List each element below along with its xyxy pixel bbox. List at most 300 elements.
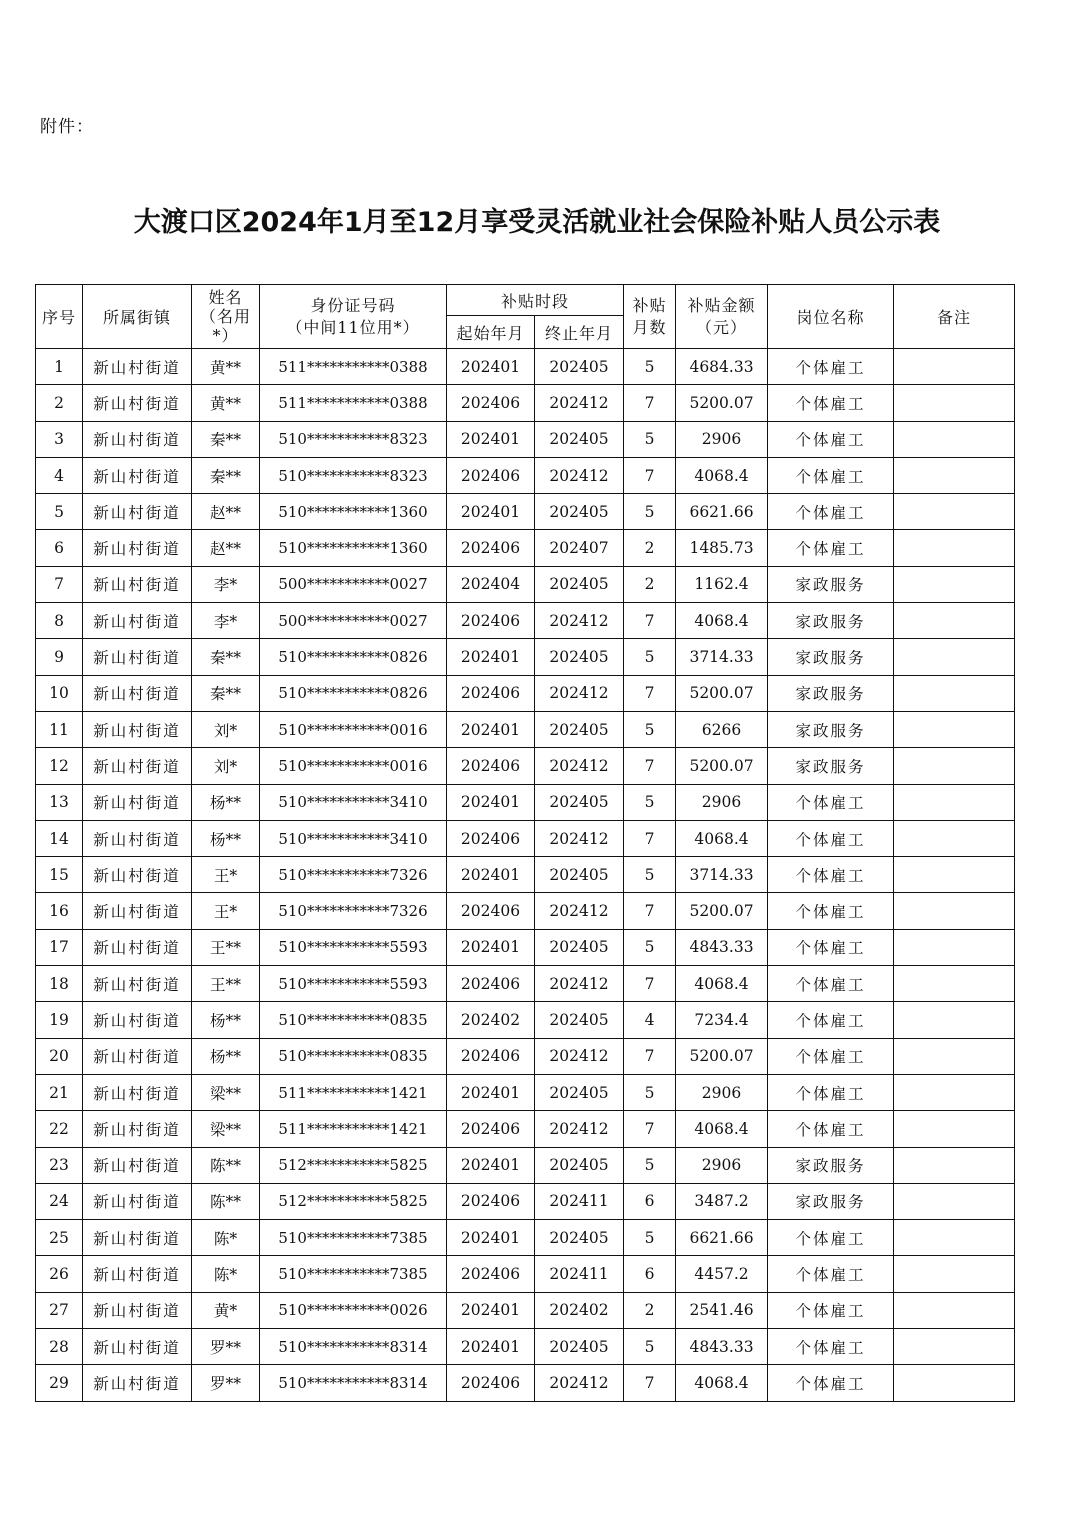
cell-remark <box>894 639 1015 675</box>
cell-amount: 2906 <box>676 784 768 820</box>
cell-post: 个体雇工 <box>768 1292 894 1328</box>
cell-end-month: 202405 <box>535 421 624 457</box>
cell-post: 个体雇工 <box>768 385 894 421</box>
cell-name: 陈** <box>192 1147 260 1183</box>
cell-remark <box>894 1183 1015 1219</box>
table-row <box>36 675 1015 711</box>
table-row <box>36 457 1015 493</box>
cell-start-month: 202401 <box>447 857 535 893</box>
cell-months: 7 <box>624 1111 676 1147</box>
cell-remark <box>894 857 1015 893</box>
cell-remark <box>894 1256 1015 1292</box>
cell-amount: 5200.07 <box>676 1038 768 1074</box>
cell-name: 秦** <box>192 457 260 493</box>
table-body <box>36 349 1015 1402</box>
cell-months: 5 <box>624 711 676 747</box>
cell-post: 个体雇工 <box>768 784 894 820</box>
cell-id-number: 510***********0826 <box>260 675 447 711</box>
cell-post: 个体雇工 <box>768 966 894 1002</box>
header-id <box>260 285 447 349</box>
cell-index: 1 <box>36 349 83 385</box>
cell-index: 27 <box>36 1292 83 1328</box>
cell-start-month: 202406 <box>447 530 535 566</box>
cell-name: 梁** <box>192 1111 260 1147</box>
cell-amount: 4843.33 <box>676 1329 768 1365</box>
cell-index: 13 <box>36 784 83 820</box>
cell-end-month: 202412 <box>535 1111 624 1147</box>
cell-start-month: 202406 <box>447 457 535 493</box>
table-row <box>36 566 1015 602</box>
cell-start-month: 202401 <box>447 1220 535 1256</box>
cell-id-number: 510***********1360 <box>260 494 447 530</box>
cell-remark <box>894 1111 1015 1147</box>
cell-post: 个体雇工 <box>768 1256 894 1292</box>
cell-remark <box>894 784 1015 820</box>
cell-remark <box>894 603 1015 639</box>
cell-id-number: 512***********5825 <box>260 1147 447 1183</box>
cell-id-number: 510***********1360 <box>260 530 447 566</box>
cell-id-number: 500***********0027 <box>260 603 447 639</box>
cell-name: 陈* <box>192 1220 260 1256</box>
cell-index: 14 <box>36 820 83 856</box>
cell-id-number: 510***********0026 <box>260 1292 447 1328</box>
cell-months: 7 <box>624 748 676 784</box>
cell-start-month: 202402 <box>447 1002 535 1038</box>
cell-end-month: 202412 <box>535 966 624 1002</box>
cell-id-number: 510***********7326 <box>260 857 447 893</box>
cell-index: 12 <box>36 748 83 784</box>
cell-name: 陈* <box>192 1256 260 1292</box>
cell-start-month: 202401 <box>447 349 535 385</box>
cell-amount: 6621.66 <box>676 494 768 530</box>
cell-amount: 5200.07 <box>676 385 768 421</box>
header-months-line2: 月数 <box>632 317 667 337</box>
cell-start-month: 202406 <box>447 893 535 929</box>
cell-id-number: 510***********5593 <box>260 929 447 965</box>
cell-street: 新山村街道 <box>83 1220 192 1256</box>
table-row <box>36 1111 1015 1147</box>
cell-name: 王** <box>192 929 260 965</box>
cell-months: 5 <box>624 857 676 893</box>
cell-remark <box>894 675 1015 711</box>
cell-end-month: 202412 <box>535 385 624 421</box>
cell-name: 黄** <box>192 349 260 385</box>
cell-end-month: 202405 <box>535 1220 624 1256</box>
table-row <box>36 1256 1015 1292</box>
cell-months: 5 <box>624 784 676 820</box>
cell-id-number: 511***********1421 <box>260 1111 447 1147</box>
header-name-line3: *） <box>212 326 239 345</box>
table-row <box>36 1038 1015 1074</box>
cell-months: 7 <box>624 385 676 421</box>
cell-id-number: 510***********5593 <box>260 966 447 1002</box>
cell-name: 杨** <box>192 1038 260 1074</box>
cell-remark <box>894 929 1015 965</box>
cell-street: 新山村街道 <box>83 494 192 530</box>
cell-start-month: 202401 <box>447 1074 535 1110</box>
cell-post: 个体雇工 <box>768 494 894 530</box>
cell-post: 个体雇工 <box>768 1365 894 1401</box>
cell-post: 个体雇工 <box>768 1002 894 1038</box>
cell-amount: 4457.2 <box>676 1256 768 1292</box>
table-row <box>36 639 1015 675</box>
table-row <box>36 1002 1015 1038</box>
cell-start-month: 202406 <box>447 1183 535 1219</box>
cell-post: 家政服务 <box>768 675 894 711</box>
cell-end-month: 202412 <box>535 748 624 784</box>
cell-end-month: 202405 <box>535 1147 624 1183</box>
header-index: 序号 <box>36 285 83 349</box>
table-row <box>36 857 1015 893</box>
cell-months: 7 <box>624 603 676 639</box>
cell-street: 新山村街道 <box>83 1002 192 1038</box>
cell-start-month: 202406 <box>447 748 535 784</box>
cell-amount: 4068.4 <box>676 820 768 856</box>
cell-id-number: 510***********7326 <box>260 893 447 929</box>
cell-end-month: 202402 <box>535 1292 624 1328</box>
cell-street: 新山村街道 <box>83 675 192 711</box>
cell-end-month: 202411 <box>535 1183 624 1219</box>
cell-name: 黄** <box>192 385 260 421</box>
cell-post: 个体雇工 <box>768 857 894 893</box>
cell-start-month: 202401 <box>447 639 535 675</box>
cell-months: 7 <box>624 1365 676 1401</box>
cell-end-month: 202405 <box>535 711 624 747</box>
cell-months: 6 <box>624 1256 676 1292</box>
cell-start-month: 202401 <box>447 929 535 965</box>
cell-start-month: 202401 <box>447 711 535 747</box>
table-row <box>36 349 1015 385</box>
cell-index: 8 <box>36 603 83 639</box>
cell-amount: 4068.4 <box>676 966 768 1002</box>
cell-remark <box>894 1220 1015 1256</box>
cell-street: 新山村街道 <box>83 385 192 421</box>
cell-index: 28 <box>36 1329 83 1365</box>
cell-id-number: 510***********0835 <box>260 1002 447 1038</box>
table-row <box>36 929 1015 965</box>
cell-index: 17 <box>36 929 83 965</box>
cell-post: 个体雇工 <box>768 929 894 965</box>
cell-post: 个体雇工 <box>768 1329 894 1365</box>
cell-post: 家政服务 <box>768 639 894 675</box>
cell-name: 李* <box>192 566 260 602</box>
cell-name: 罗** <box>192 1365 260 1401</box>
cell-index: 18 <box>36 966 83 1002</box>
cell-amount: 7234.4 <box>676 1002 768 1038</box>
cell-remark <box>894 1365 1015 1401</box>
cell-street: 新山村街道 <box>83 1147 192 1183</box>
cell-remark <box>894 966 1015 1002</box>
cell-start-month: 202401 <box>447 421 535 457</box>
cell-amount: 2541.46 <box>676 1292 768 1328</box>
cell-index: 4 <box>36 457 83 493</box>
cell-amount: 4684.33 <box>676 349 768 385</box>
cell-end-month: 202412 <box>535 603 624 639</box>
cell-street: 新山村街道 <box>83 711 192 747</box>
cell-months: 5 <box>624 349 676 385</box>
cell-amount: 5200.07 <box>676 893 768 929</box>
cell-start-month: 202404 <box>447 566 535 602</box>
cell-name: 刘* <box>192 748 260 784</box>
cell-months: 7 <box>624 966 676 1002</box>
header-months <box>624 285 676 349</box>
header-end: 终止年月 <box>535 316 624 349</box>
cell-id-number: 510***********0826 <box>260 639 447 675</box>
cell-end-month: 202405 <box>535 349 624 385</box>
header-post: 岗位名称 <box>768 285 894 349</box>
header-start: 起始年月 <box>447 316 535 349</box>
cell-post: 家政服务 <box>768 603 894 639</box>
cell-street: 新山村街道 <box>83 1038 192 1074</box>
cell-end-month: 202411 <box>535 1256 624 1292</box>
cell-end-month: 202405 <box>535 1074 624 1110</box>
cell-remark <box>894 1038 1015 1074</box>
table-row <box>36 1220 1015 1256</box>
cell-amount: 4068.4 <box>676 1111 768 1147</box>
cell-remark <box>894 1292 1015 1328</box>
cell-street: 新山村街道 <box>83 1111 192 1147</box>
table-row <box>36 748 1015 784</box>
cell-index: 23 <box>36 1147 83 1183</box>
cell-remark <box>894 1147 1015 1183</box>
cell-end-month: 202412 <box>535 675 624 711</box>
cell-remark <box>894 1002 1015 1038</box>
cell-id-number: 510***********7385 <box>260 1256 447 1292</box>
page-title: 大渡口区2024年1月至12月享受灵活就业社会保险补贴人员公示表 <box>133 207 941 238</box>
table-row <box>36 966 1015 1002</box>
cell-amount: 2906 <box>676 1147 768 1183</box>
cell-street: 新山村街道 <box>83 857 192 893</box>
table-row <box>36 421 1015 457</box>
cell-start-month: 202401 <box>447 494 535 530</box>
cell-end-month: 202412 <box>535 1038 624 1074</box>
cell-post: 个体雇工 <box>768 457 894 493</box>
cell-start-month: 202406 <box>447 1365 535 1401</box>
cell-end-month: 202407 <box>535 530 624 566</box>
cell-amount: 6621.66 <box>676 1220 768 1256</box>
cell-name: 王* <box>192 857 260 893</box>
cell-remark <box>894 748 1015 784</box>
cell-remark <box>894 566 1015 602</box>
cell-remark <box>894 421 1015 457</box>
cell-post: 个体雇工 <box>768 1038 894 1074</box>
cell-amount: 1485.73 <box>676 530 768 566</box>
cell-remark <box>894 494 1015 530</box>
cell-id-number: 511***********0388 <box>260 385 447 421</box>
cell-remark <box>894 711 1015 747</box>
cell-post: 个体雇工 <box>768 1111 894 1147</box>
cell-remark <box>894 1074 1015 1110</box>
cell-index: 16 <box>36 893 83 929</box>
cell-street: 新山村街道 <box>83 421 192 457</box>
cell-post: 家政服务 <box>768 566 894 602</box>
cell-street: 新山村街道 <box>83 639 192 675</box>
cell-name: 杨** <box>192 1002 260 1038</box>
cell-index: 26 <box>36 1256 83 1292</box>
header-remark: 备注 <box>894 285 1015 349</box>
cell-amount: 4068.4 <box>676 603 768 639</box>
cell-end-month: 202412 <box>535 893 624 929</box>
cell-start-month: 202401 <box>447 1147 535 1183</box>
attachment-label: 附件： <box>40 117 94 137</box>
cell-name: 罗** <box>192 1329 260 1365</box>
cell-months: 5 <box>624 1074 676 1110</box>
cell-months: 2 <box>624 530 676 566</box>
cell-months: 7 <box>624 893 676 929</box>
cell-street: 新山村街道 <box>83 748 192 784</box>
cell-months: 4 <box>624 1002 676 1038</box>
cell-post: 个体雇工 <box>768 530 894 566</box>
cell-street: 新山村街道 <box>83 1292 192 1328</box>
cell-id-number: 510***********0016 <box>260 748 447 784</box>
cell-name: 杨** <box>192 784 260 820</box>
cell-id-number: 510***********3410 <box>260 820 447 856</box>
cell-street: 新山村街道 <box>83 603 192 639</box>
cell-months: 5 <box>624 1329 676 1365</box>
cell-street: 新山村街道 <box>83 530 192 566</box>
cell-id-number: 510***********0835 <box>260 1038 447 1074</box>
table-row <box>36 1147 1015 1183</box>
header-amount-line1: 补贴金额 <box>687 295 756 315</box>
cell-street: 新山村街道 <box>83 566 192 602</box>
cell-name: 王** <box>192 966 260 1002</box>
cell-street: 新山村街道 <box>83 966 192 1002</box>
cell-months: 5 <box>624 639 676 675</box>
subsidy-table <box>35 284 1015 1402</box>
cell-months: 5 <box>624 929 676 965</box>
cell-months: 7 <box>624 820 676 856</box>
cell-id-number: 511***********1421 <box>260 1074 447 1110</box>
cell-index: 20 <box>36 1038 83 1074</box>
cell-id-number: 510***********8314 <box>260 1329 447 1365</box>
cell-months: 6 <box>624 1183 676 1219</box>
cell-id-number: 510***********3410 <box>260 784 447 820</box>
cell-start-month: 202401 <box>447 1329 535 1365</box>
cell-street: 新山村街道 <box>83 349 192 385</box>
cell-months: 5 <box>624 421 676 457</box>
cell-id-number: 510***********8323 <box>260 421 447 457</box>
cell-amount: 5200.07 <box>676 675 768 711</box>
cell-end-month: 202405 <box>535 1329 624 1365</box>
table-row <box>36 893 1015 929</box>
table-header <box>36 285 1015 349</box>
cell-street: 新山村街道 <box>83 820 192 856</box>
cell-end-month: 202412 <box>535 820 624 856</box>
cell-start-month: 202406 <box>447 1256 535 1292</box>
cell-street: 新山村街道 <box>83 1365 192 1401</box>
cell-amount: 2906 <box>676 1074 768 1110</box>
cell-remark <box>894 1329 1015 1365</box>
cell-remark <box>894 820 1015 856</box>
cell-post: 个体雇工 <box>768 893 894 929</box>
cell-street: 新山村街道 <box>83 929 192 965</box>
cell-post: 个体雇工 <box>768 820 894 856</box>
header-name <box>192 285 260 349</box>
cell-amount: 3714.33 <box>676 639 768 675</box>
cell-remark <box>894 385 1015 421</box>
cell-amount: 3714.33 <box>676 857 768 893</box>
cell-index: 11 <box>36 711 83 747</box>
table-row <box>36 711 1015 747</box>
cell-street: 新山村街道 <box>83 893 192 929</box>
header-period: 补贴时段 <box>447 285 624 316</box>
cell-remark <box>894 530 1015 566</box>
cell-index: 22 <box>36 1111 83 1147</box>
cell-index: 19 <box>36 1002 83 1038</box>
cell-post: 个体雇工 <box>768 349 894 385</box>
cell-index: 6 <box>36 530 83 566</box>
cell-street: 新山村街道 <box>83 457 192 493</box>
header-amount-line2: （元） <box>696 317 748 337</box>
cell-index: 10 <box>36 675 83 711</box>
cell-id-number: 510***********8314 <box>260 1365 447 1401</box>
cell-remark <box>894 349 1015 385</box>
cell-amount: 4068.4 <box>676 457 768 493</box>
cell-months: 7 <box>624 1038 676 1074</box>
cell-start-month: 202406 <box>447 1111 535 1147</box>
cell-id-number: 511***********0388 <box>260 349 447 385</box>
cell-name: 赵** <box>192 530 260 566</box>
header-id-line1: 身份证号码 <box>310 295 396 315</box>
cell-name: 秦** <box>192 639 260 675</box>
cell-post: 家政服务 <box>768 711 894 747</box>
cell-post: 个体雇工 <box>768 1074 894 1110</box>
table-row <box>36 603 1015 639</box>
cell-months: 5 <box>624 1220 676 1256</box>
cell-index: 25 <box>36 1220 83 1256</box>
table-row <box>36 784 1015 820</box>
cell-start-month: 202406 <box>447 603 535 639</box>
cell-name: 赵** <box>192 494 260 530</box>
cell-id-number: 512***********5825 <box>260 1183 447 1219</box>
cell-start-month: 202406 <box>447 1038 535 1074</box>
cell-id-number: 500***********0027 <box>260 566 447 602</box>
cell-index: 2 <box>36 385 83 421</box>
cell-end-month: 202412 <box>535 1365 624 1401</box>
cell-id-number: 510***********8323 <box>260 457 447 493</box>
cell-end-month: 202405 <box>535 784 624 820</box>
cell-end-month: 202405 <box>535 1002 624 1038</box>
cell-name: 秦** <box>192 421 260 457</box>
cell-name: 刘* <box>192 711 260 747</box>
cell-name: 王* <box>192 893 260 929</box>
cell-index: 7 <box>36 566 83 602</box>
cell-start-month: 202406 <box>447 675 535 711</box>
cell-name: 梁** <box>192 1074 260 1110</box>
table-row <box>36 1074 1015 1110</box>
cell-months: 5 <box>624 494 676 530</box>
cell-post: 家政服务 <box>768 1147 894 1183</box>
cell-name: 秦** <box>192 675 260 711</box>
cell-remark <box>894 457 1015 493</box>
table-row <box>36 1365 1015 1401</box>
cell-start-month: 202401 <box>447 784 535 820</box>
cell-amount: 1162.4 <box>676 566 768 602</box>
table-row <box>36 1292 1015 1328</box>
cell-post: 个体雇工 <box>768 1220 894 1256</box>
cell-months: 2 <box>624 1292 676 1328</box>
cell-index: 9 <box>36 639 83 675</box>
table-row <box>36 1183 1015 1219</box>
header-amount <box>676 285 768 349</box>
cell-street: 新山村街道 <box>83 1329 192 1365</box>
cell-index: 15 <box>36 857 83 893</box>
table-row <box>36 530 1015 566</box>
cell-street: 新山村街道 <box>83 1183 192 1219</box>
table-row <box>36 820 1015 856</box>
cell-post: 家政服务 <box>768 748 894 784</box>
cell-months: 7 <box>624 675 676 711</box>
